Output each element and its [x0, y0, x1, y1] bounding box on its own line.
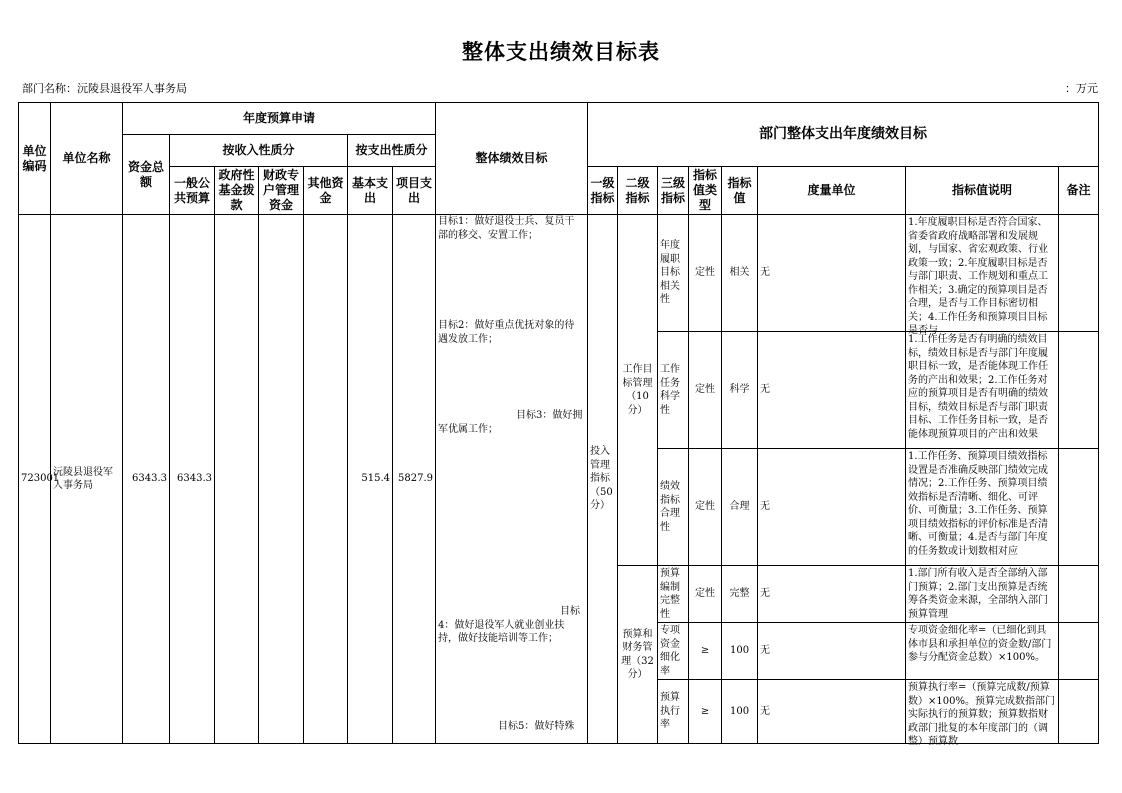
- header-by-income: 按收入性质分: [170, 135, 348, 167]
- ind-4-type: 定性: [689, 566, 722, 623]
- ind-5-desc: [906, 623, 1059, 680]
- ind-2-name: 工作任务科学性: [658, 332, 689, 449]
- ind-6-type: ≥: [689, 680, 722, 744]
- cell-fiscal-special: [259, 215, 304, 744]
- ind-1-unit: 无: [758, 215, 906, 332]
- ind-1-desc-text: 1.年度履职目标是否符合国家、省委省政府战略部署和发展规划，与国家、省宏观政策、行业政策一致；2.年度履职目标是否与部门职责、工作规划和重点工作相关；3.确定的预算项目是否合理，是否与工作目标密切相关；4.工作任务和预算项目目标是否与: [908, 217, 1049, 336]
- ind-1-type: 定性: [689, 215, 722, 332]
- header-project-exp: 项目支出: [393, 167, 436, 215]
- department-name: 部门名称：沅陵县退役军人事务局: [22, 82, 187, 95]
- performance-table: [18, 102, 1099, 747]
- header-annual-budget: 年度预算申请: [123, 103, 436, 135]
- ind-3-name: 绩效指标合理性: [658, 449, 689, 566]
- cell-level2-budget: 预算和财务管理（32分）: [618, 566, 658, 744]
- header-value-desc: 指标值说明: [906, 167, 1059, 215]
- ind-3-unit: 无: [758, 449, 906, 566]
- cell-gov-fund: [215, 215, 259, 744]
- goal-5: 目标5：做好特殊: [498, 721, 575, 732]
- ind-3-remark: [1059, 449, 1099, 566]
- ind-1-remark: [1059, 215, 1099, 332]
- ind-6-unit: 无: [758, 680, 906, 744]
- cell-level2-work: 工作目标管理（10分）: [618, 215, 658, 566]
- ind-4-desc: [906, 566, 1059, 623]
- ind-4-name: 预算编制完整性: [658, 566, 689, 623]
- cell-project: 5827.9: [393, 215, 436, 744]
- ind-2-unit: 无: [758, 332, 906, 449]
- header-remark: 备注: [1059, 167, 1099, 215]
- ind-3-desc: [906, 449, 1059, 566]
- ind-2-type: 定性: [689, 332, 722, 449]
- header-dept-goal: 部门整体支出年度绩效目标: [588, 103, 1099, 167]
- currency-unit: ：万元: [1065, 82, 1098, 95]
- goal-4: 目标4：做好退役军人就业创业扶持，做好技能培训等工作；: [438, 606, 581, 644]
- ind-5-unit: 无: [758, 623, 906, 680]
- ind-6-name: 预算执行率: [658, 680, 689, 744]
- ind-1-value: 相关: [722, 215, 758, 332]
- ind-4-remark: [1059, 566, 1099, 623]
- goal-1: 目标1：做好退役士兵、复员干部的移交、安置工作；: [438, 216, 575, 241]
- ind-6-value: 100: [722, 680, 758, 744]
- header-lvl1: 一级指标: [588, 167, 618, 215]
- ind-6-desc-text: 预算执行率=（预算完成数/预算数）×100%。预算完成数指部门实际执行的预算数；预算数指财政部门批复的本年度部门的（调整）预算数: [908, 682, 1055, 747]
- cell-level1: 投入管理指标（50分）: [588, 215, 618, 744]
- ind-3-type: 定性: [689, 449, 722, 566]
- header-fiscal-special: 财政专户管理资金: [259, 167, 304, 215]
- header-lvl2: 二级指标: [618, 167, 658, 215]
- ind-6-desc: [906, 680, 1059, 747]
- goal-3: 目标3：做好拥军优属工作；: [438, 410, 583, 435]
- ind-4-unit: 无: [758, 566, 906, 623]
- goal-2: 目标2：做好重点优抚对象的待遇发放工作；: [438, 320, 575, 345]
- ind-5-name: 专项资金细化率: [658, 623, 689, 680]
- ind-3-value: 合理: [722, 449, 758, 566]
- ind-2-value: 科学: [722, 332, 758, 449]
- cell-other: [304, 215, 348, 744]
- ind-2-remark: [1059, 332, 1099, 449]
- cell-overall-goals: [436, 215, 588, 744]
- ind-1-desc: [906, 215, 1059, 336]
- ind-6-remark: [1059, 680, 1099, 744]
- header-unit-code: 单位编码: [19, 103, 51, 215]
- ind-1-name: 年度履职目标相关性: [658, 215, 689, 332]
- cell-total: 6343.3: [123, 215, 170, 744]
- header-other-funds: 其他资金: [304, 167, 348, 215]
- ind-5-desc-text: 专项资金细化率=（已细化到具体市县和承担单位的资金数/部门参与分配资金总数）×100%。: [908, 625, 1052, 663]
- ind-5-value: 100: [722, 623, 758, 680]
- ind-2-desc: [906, 332, 1059, 449]
- cell-basic: 515.4: [348, 215, 393, 744]
- page-title: 整体支出绩效目标表: [462, 40, 660, 64]
- header-basic-exp: 基本支出: [348, 167, 393, 215]
- header-gov-fund: 政府性基金拨款: [215, 167, 259, 215]
- cell-general: 6343.3: [170, 215, 215, 744]
- ind-5-type: ≥: [689, 623, 722, 680]
- ind-3-desc-text: 1.工作任务、预算项目绩效指标设置是否准确反映部门绩效完成情况；2.工作任务、预算项目绩效指标是否清晰、细化、可评价、可衡量；3.工作任务、预算项目绩效指标的评价标准是否清晰、可衡量；4.是否与部门年度的任务数或计划数相对应: [908, 451, 1049, 557]
- cell-unit-code: 723001: [19, 215, 51, 744]
- header-general: 一般公共预算: [170, 167, 215, 215]
- header-overall-goal: 整体绩效目标: [436, 103, 588, 215]
- header-unit-name: 单位名称: [51, 103, 123, 215]
- header-total: 资金总额: [123, 135, 170, 215]
- cell-unit-name: 沅陵县退役军人事务局: [51, 215, 123, 744]
- header-by-expense: 按支出性质分: [348, 135, 436, 167]
- header-lvl3: 三级指标: [658, 167, 689, 215]
- ind-5-remark: [1059, 623, 1099, 680]
- header-measure-unit: 度量单位: [758, 167, 906, 215]
- ind-4-desc-text: 1.部门所有收入是否全部纳入部门预算；2.部门支出预算是否统筹各类资金来源，全部纳入部门预算管理: [908, 568, 1049, 620]
- header-ind-type: 指标值类型: [689, 167, 722, 215]
- header-ind-value: 指标值: [722, 167, 758, 215]
- ind-4-value: 完整: [722, 566, 758, 623]
- ind-2-desc-text: 1.工作任务是否有明确的绩效目标，绩效目标是否与部门年度履职目标一致，是否能体现工作任务的产出和效果；2.工作任务对应的预算项目是否有明确的绩效目标，绩效目标是否与部门职责目标、工作任务目标一致，是否能体现预算项目的产出和效果: [908, 334, 1049, 440]
